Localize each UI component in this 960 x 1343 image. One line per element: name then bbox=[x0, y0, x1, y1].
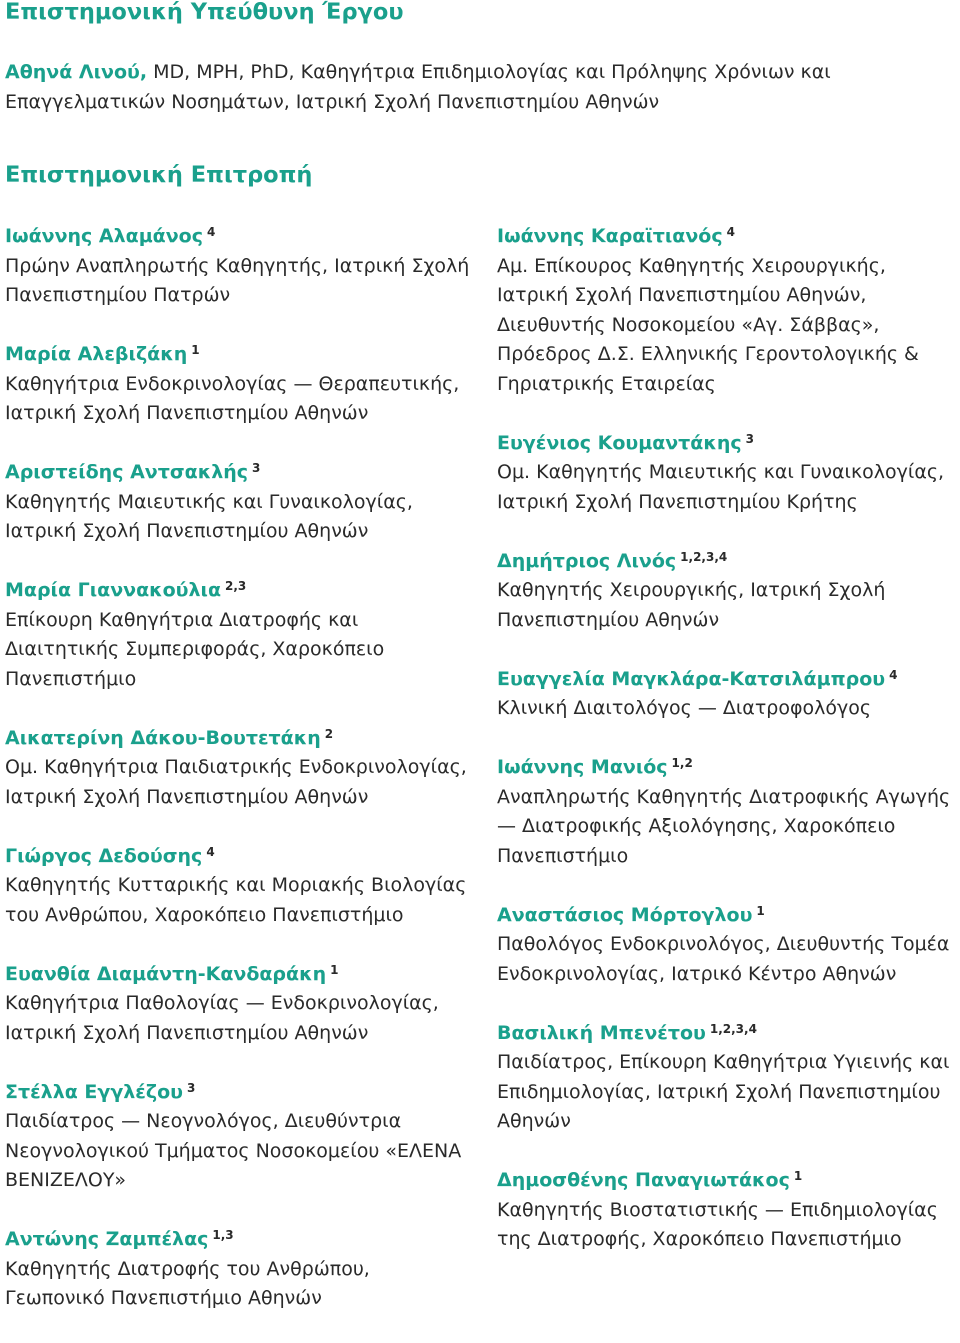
committee-member bbox=[5, 960, 475, 1049]
project-lead-heading: Επιστημονική Υπεύθυνη Έργου bbox=[5, 0, 404, 25]
member-affiliation: Αναπληρωτής Καθηγητής Διατροφικής Αγωγής — Διατροφικής Αξιολόγησης, Χαροκόπειο Πανεπιστήμιο bbox=[497, 785, 951, 867]
committee-member bbox=[5, 724, 475, 813]
committee-member bbox=[497, 429, 957, 518]
member-name bbox=[497, 222, 957, 252]
member-name-text: Αναστάσιος Μόρτογλου bbox=[497, 903, 753, 926]
member-affiliation-index: 3 bbox=[252, 461, 261, 475]
member-affiliation: Καθηγητής Χειρουργικής, Ιατρική Σχολή Πανεπιστημίου Αθηνών bbox=[497, 579, 886, 631]
member-name-text: Μαρία Αλεβιζάκη bbox=[5, 343, 188, 365]
lead-name: Αθηνά Λινού, bbox=[5, 61, 148, 83]
member-affiliation: Καθηγήτρια Ενδοκρινολογίας — Θεραπευτικής, Ιατρική Σχολή Πανεπιστημίου Αθηνών bbox=[5, 372, 460, 424]
member-name bbox=[5, 340, 475, 370]
member-name bbox=[5, 1078, 475, 1108]
committee-member bbox=[497, 901, 957, 990]
member-name-text: Ευαγγελία Μαγκλάρα-Κατσιλάμπρου bbox=[497, 667, 886, 690]
member-name-text: Ιωάννης Καραϊτιανός bbox=[497, 225, 723, 247]
member-affiliation-index: 2,3 bbox=[225, 579, 247, 593]
committee-member bbox=[497, 1166, 957, 1255]
member-name-text: Ιωάννης Αλαμάνος bbox=[5, 225, 203, 247]
member-name-text: Γιώργος Δεδούσης bbox=[5, 844, 203, 867]
member-name-text: Ιωάννης Μανιός bbox=[497, 756, 668, 778]
member-affiliation-index: 4 bbox=[206, 844, 215, 859]
member-name bbox=[5, 576, 475, 606]
committee-right-column bbox=[497, 222, 957, 1284]
committee-member bbox=[5, 1078, 475, 1196]
member-affiliation-index: 1,2,3,4 bbox=[709, 1021, 757, 1036]
committee-member bbox=[497, 753, 957, 871]
member-name bbox=[5, 960, 475, 990]
member-name-text: Αικατερίνη Δάκου-Βουτετάκη bbox=[5, 726, 321, 749]
committee-member bbox=[5, 842, 475, 931]
member-name bbox=[497, 429, 957, 459]
member-affiliation-index: 1 bbox=[793, 1169, 803, 1183]
committee-member bbox=[5, 576, 475, 694]
member-name bbox=[5, 458, 475, 488]
member-name-text: Δημήτριος Λινός bbox=[497, 549, 677, 572]
member-affiliation: Επίκουρη Καθηγήτρια Διατροφής και Διαιτητικής Συμπεριφοράς, Χαροκόπειο Πανεπιστήμιο bbox=[5, 608, 385, 690]
committee-member bbox=[497, 222, 957, 399]
member-affiliation-index: 4 bbox=[207, 225, 216, 239]
member-affiliation-index: 3 bbox=[745, 431, 755, 446]
member-name bbox=[5, 222, 475, 252]
member-affiliation: Καθηγητής Βιοστατιστικής — Επιδημιολογίας της Διατροφής, Χαροκόπειο Πανεπιστήμιο bbox=[497, 1198, 938, 1250]
member-name-text: Μαρία Γιαννακούλια bbox=[5, 579, 221, 601]
member-affiliation-index: 1 bbox=[191, 343, 200, 357]
project-lead bbox=[5, 58, 955, 117]
committee-member bbox=[5, 340, 475, 429]
member-name bbox=[497, 1166, 957, 1196]
member-affiliation-index: 4 bbox=[726, 225, 735, 239]
member-name-text: Ευανθία Διαμάντη-Κανδαράκη bbox=[5, 962, 327, 985]
member-name bbox=[497, 665, 957, 695]
member-affiliation: Παθολόγος Ενδοκρινολόγος, Διευθυντής Τομέα Ενδοκρινολογίας, Ιατρικό Κέντρο Αθηνών bbox=[497, 933, 950, 985]
member-affiliation: Κλινική Διαιτολόγος — Διατροφολόγος bbox=[497, 697, 871, 719]
member-affiliation: Καθηγητής Μαιευτικής και Γυναικολογίας, Ιατρική Σχολή Πανεπιστημίου Αθηνών bbox=[5, 490, 413, 542]
member-name-text: Βασιλική Μπενέτου bbox=[497, 1021, 706, 1044]
member-affiliation: Παιδίατρος — Νεογνολόγος, Διευθύντρια Νεογνολογικού Τμήματος Νοσοκομείου «ΕΛΕΝΑ ΒΕΝΙΖΕΛΟΥ» bbox=[5, 1110, 462, 1191]
member-name-text: Δημοσθένης Παναγιωτάκος bbox=[497, 1169, 790, 1191]
member-affiliation-index: 1,2,3,4 bbox=[680, 549, 728, 564]
member-affiliation: Ομ. Καθηγητής Μαιευτικής και Γυναικολογίας, Ιατρική Σχολή Πανεπιστημίου Κρήτης bbox=[497, 461, 945, 513]
member-affiliation: Καθηγητής Κυτταρικής και Μοριακής Βιολογίας του Ανθρώπου, Χαροκόπειο Πανεπιστήμιο bbox=[5, 874, 467, 926]
member-affiliation: Πρώην Αναπληρωτής Καθηγητής, Ιατρική Σχολή Πανεπιστημίου Πατρών bbox=[5, 254, 470, 306]
committee-member bbox=[5, 1225, 475, 1314]
member-affiliation-index: 1,3 bbox=[212, 1228, 234, 1242]
committee-left-column bbox=[5, 222, 475, 1343]
committee-member bbox=[497, 665, 957, 724]
committee-member bbox=[497, 1019, 957, 1137]
member-affiliation-index: 1,2 bbox=[671, 756, 693, 770]
member-affiliation-index: 1 bbox=[330, 962, 339, 977]
committee-member bbox=[5, 458, 475, 547]
member-affiliation-index: 4 bbox=[889, 667, 898, 682]
member-name bbox=[497, 1019, 957, 1049]
committee-member bbox=[5, 222, 475, 311]
member-name bbox=[5, 842, 475, 872]
member-affiliation-index: 2 bbox=[324, 726, 334, 741]
member-affiliation: Αμ. Επίκουρος Καθηγητής Χειρουργικής, Ιατρική Σχολή Πανεπιστημίου Αθηνών, Διευθυντής Νοσοκομείου «Αγ. Σάββας», Πρόεδρος Δ.Σ. Ελληνικής Γεροντολογικής & Γηριατρικής Εταιρείας bbox=[497, 254, 919, 395]
member-name bbox=[497, 753, 957, 783]
member-name bbox=[5, 724, 475, 754]
committee-heading: Επιστημονική Επιτροπή bbox=[5, 162, 313, 188]
member-affiliation: Καθηγητής Διατροφής του Ανθρώπου, Γεωπονικό Πανεπιστήμιο Αθηνών bbox=[5, 1257, 370, 1309]
member-affiliation: Ομ. Καθηγήτρια Παιδιατρικής Ενδοκρινολογίας, Ιατρική Σχολή Πανεπιστημίου Αθηνών bbox=[5, 756, 467, 808]
member-affiliation: Παιδίατρος, Επίκουρη Καθηγήτρια Υγιεινής και Επιδημιολογίας, Ιατρική Σχολή Πανεπιστημίου Αθηνών bbox=[497, 1051, 950, 1132]
member-affiliation: Καθηγήτρια Παθολογίας — Ενδοκρινολογίας, Ιατρική Σχολή Πανεπιστημίου Αθηνών bbox=[5, 992, 439, 1044]
committee-member bbox=[497, 547, 957, 636]
lead-affiliation: MD, MPH, PhD, Καθηγήτρια Επιδημιολογίας και Πρόληψης Χρόνιων και Επαγγελματικών Νοσημάτων, Ιατρική Σχολή Πανεπιστημίου Αθηνών bbox=[5, 61, 831, 113]
member-name bbox=[497, 547, 957, 577]
member-name bbox=[497, 901, 957, 931]
member-name-text: Στέλλα Εγγλέζου bbox=[5, 1080, 183, 1103]
member-name-text: Αριστείδης Αντσακλής bbox=[5, 461, 249, 483]
member-affiliation-index: 1 bbox=[756, 903, 765, 918]
member-affiliation-index: 3 bbox=[186, 1080, 196, 1095]
member-name-text: Ευγένιος Κουμαντάκης bbox=[497, 431, 742, 454]
member-name-text: Αντώνης Ζαμπέλας bbox=[5, 1228, 209, 1250]
member-name bbox=[5, 1225, 475, 1255]
